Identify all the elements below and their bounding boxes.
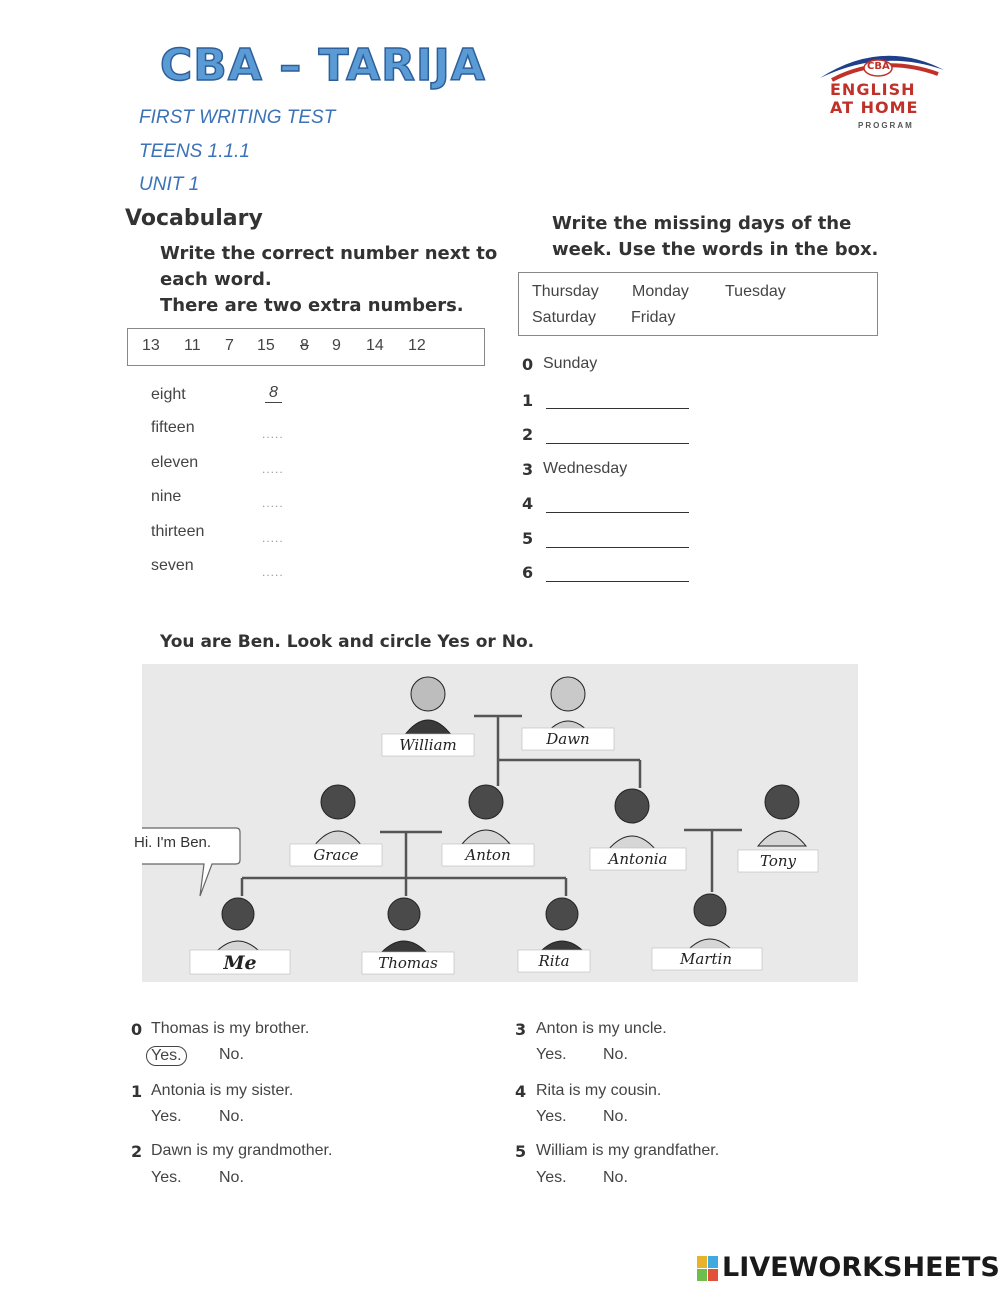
day-word: Friday [631, 309, 676, 326]
answer-blank[interactable]: ..... [262, 565, 284, 579]
no-option[interactable]: No. [603, 1169, 628, 1186]
tree-name-tony: Tony [759, 852, 797, 870]
word-label: thirteen [151, 523, 205, 540]
number-item: 15 [257, 337, 275, 354]
day-word: Tuesday [725, 283, 786, 300]
tree-name-martin: Martin [680, 950, 732, 968]
family-instruction: You are Ben. Look and circle Yes or No. [160, 632, 535, 652]
no-option[interactable]: No. [603, 1108, 628, 1125]
unit-name: UNIT 1 [139, 174, 200, 195]
word-label: seven [151, 557, 194, 574]
vocab-instr-line: Write the correct number next to [160, 243, 498, 264]
answer-blank[interactable]: ..... [262, 496, 284, 510]
question-text: Antonia is my sister. [151, 1082, 294, 1099]
days-instr-line: week. Use the words in the box. [552, 239, 879, 260]
vocab-instr-line: There are two extra numbers. [160, 295, 464, 316]
no-option[interactable]: No. [219, 1046, 244, 1063]
yes-option[interactable]: Yes. [536, 1108, 567, 1125]
day-word: Thursday [532, 283, 599, 300]
level-name: TEENS 1.1.1 [139, 141, 250, 162]
vocabulary-heading: Vocabulary [125, 206, 263, 231]
logo-line2: AT HOME [830, 98, 919, 117]
word-label: eleven [151, 454, 199, 471]
yes-option[interactable]: Yes. [151, 1169, 182, 1186]
answer-filled: 8 [265, 384, 282, 403]
logo-brand: CBA [867, 61, 890, 72]
speech-bubble-text: Hi. I'm Ben. [134, 834, 212, 851]
question-text: Rita is my cousin. [536, 1082, 662, 1099]
question-number: 4 [515, 1082, 527, 1101]
day-number: 3 [522, 460, 534, 479]
number-box [127, 328, 485, 366]
number-item: 12 [408, 337, 426, 354]
question-text: Dawn is my grandmother. [151, 1142, 333, 1159]
question-number: 5 [515, 1142, 527, 1161]
day-answer-line[interactable] [546, 443, 689, 444]
number-item: 7 [225, 337, 234, 354]
answer-blank[interactable]: ..... [262, 427, 284, 441]
question-number: 2 [131, 1142, 143, 1161]
question-number: 0 [131, 1020, 143, 1039]
day-number: 5 [522, 529, 534, 548]
day-word: Monday [632, 283, 689, 300]
number-item: 13 [142, 337, 160, 354]
tree-name-me: Me [223, 952, 257, 974]
day-answer-line[interactable] [546, 408, 689, 409]
yes-option[interactable]: Yes. [151, 1108, 182, 1125]
tree-name-antonia: Antonia [608, 850, 668, 868]
page-title: CBA – TARIJA [160, 40, 486, 91]
day-number: 4 [522, 494, 534, 513]
day-word: Saturday [532, 309, 597, 326]
yes-option-circled[interactable]: Yes. [146, 1046, 187, 1066]
days-instructions [552, 211, 878, 263]
answer-blank[interactable]: ..... [262, 531, 284, 545]
word-label: nine [151, 488, 182, 505]
yes-option[interactable]: Yes. [536, 1046, 567, 1063]
number-item: 14 [366, 337, 384, 354]
family-tree-image [134, 664, 858, 982]
day-number: 0 [522, 355, 534, 374]
question-text: William is my grandfather. [536, 1142, 720, 1159]
day-text: Sunday [543, 355, 598, 372]
days-instr-line: Write the missing days of the [552, 213, 852, 234]
vocab-instr-line: each word. [160, 269, 272, 290]
number-item: 11 [184, 337, 201, 354]
tree-name-anton: Anton [465, 846, 511, 864]
question-number: 3 [515, 1020, 527, 1039]
vocabulary-instructions [160, 241, 497, 319]
day-answer-line[interactable] [546, 512, 689, 513]
footer-brand[interactable]: LIVEWORKSHEETS [722, 1252, 1000, 1283]
day-answer-line[interactable] [546, 547, 689, 548]
day-number: 6 [522, 563, 534, 582]
day-number: 1 [522, 391, 534, 410]
word-label: fifteen [151, 419, 195, 436]
cba-logo [812, 40, 962, 140]
question-text: Anton is my uncle. [536, 1020, 667, 1037]
logo-line3: PROGRAM [858, 121, 914, 130]
word-label: eight [151, 386, 186, 403]
tree-name-rita: Rita [538, 952, 570, 970]
question-text: Thomas is my brother. [151, 1020, 310, 1037]
day-answer-line[interactable] [546, 581, 689, 582]
number-item: 9 [332, 337, 341, 354]
tree-name-dawn: Dawn [546, 730, 590, 748]
question-number: 1 [131, 1082, 143, 1101]
no-option[interactable]: No. [219, 1169, 244, 1186]
tree-name-thomas: Thomas [378, 954, 438, 972]
tree-name-william: William [399, 736, 457, 754]
logo-line1: ENGLISH [830, 80, 916, 99]
day-number: 2 [522, 425, 534, 444]
no-option[interactable]: No. [603, 1046, 628, 1063]
family-tree-diagram [142, 664, 858, 982]
tree-name-grace: Grace [313, 846, 359, 864]
day-text: Wednesday [543, 460, 628, 477]
yes-option[interactable]: Yes. [536, 1169, 567, 1186]
number-item-crossed: 8 [300, 337, 309, 354]
test-name: FIRST WRITING TEST [139, 107, 336, 128]
liveworksheets-logo-icon [697, 1256, 719, 1282]
answer-blank[interactable]: ..... [262, 462, 284, 476]
days-word-box [518, 272, 878, 336]
no-option[interactable]: No. [219, 1108, 244, 1125]
